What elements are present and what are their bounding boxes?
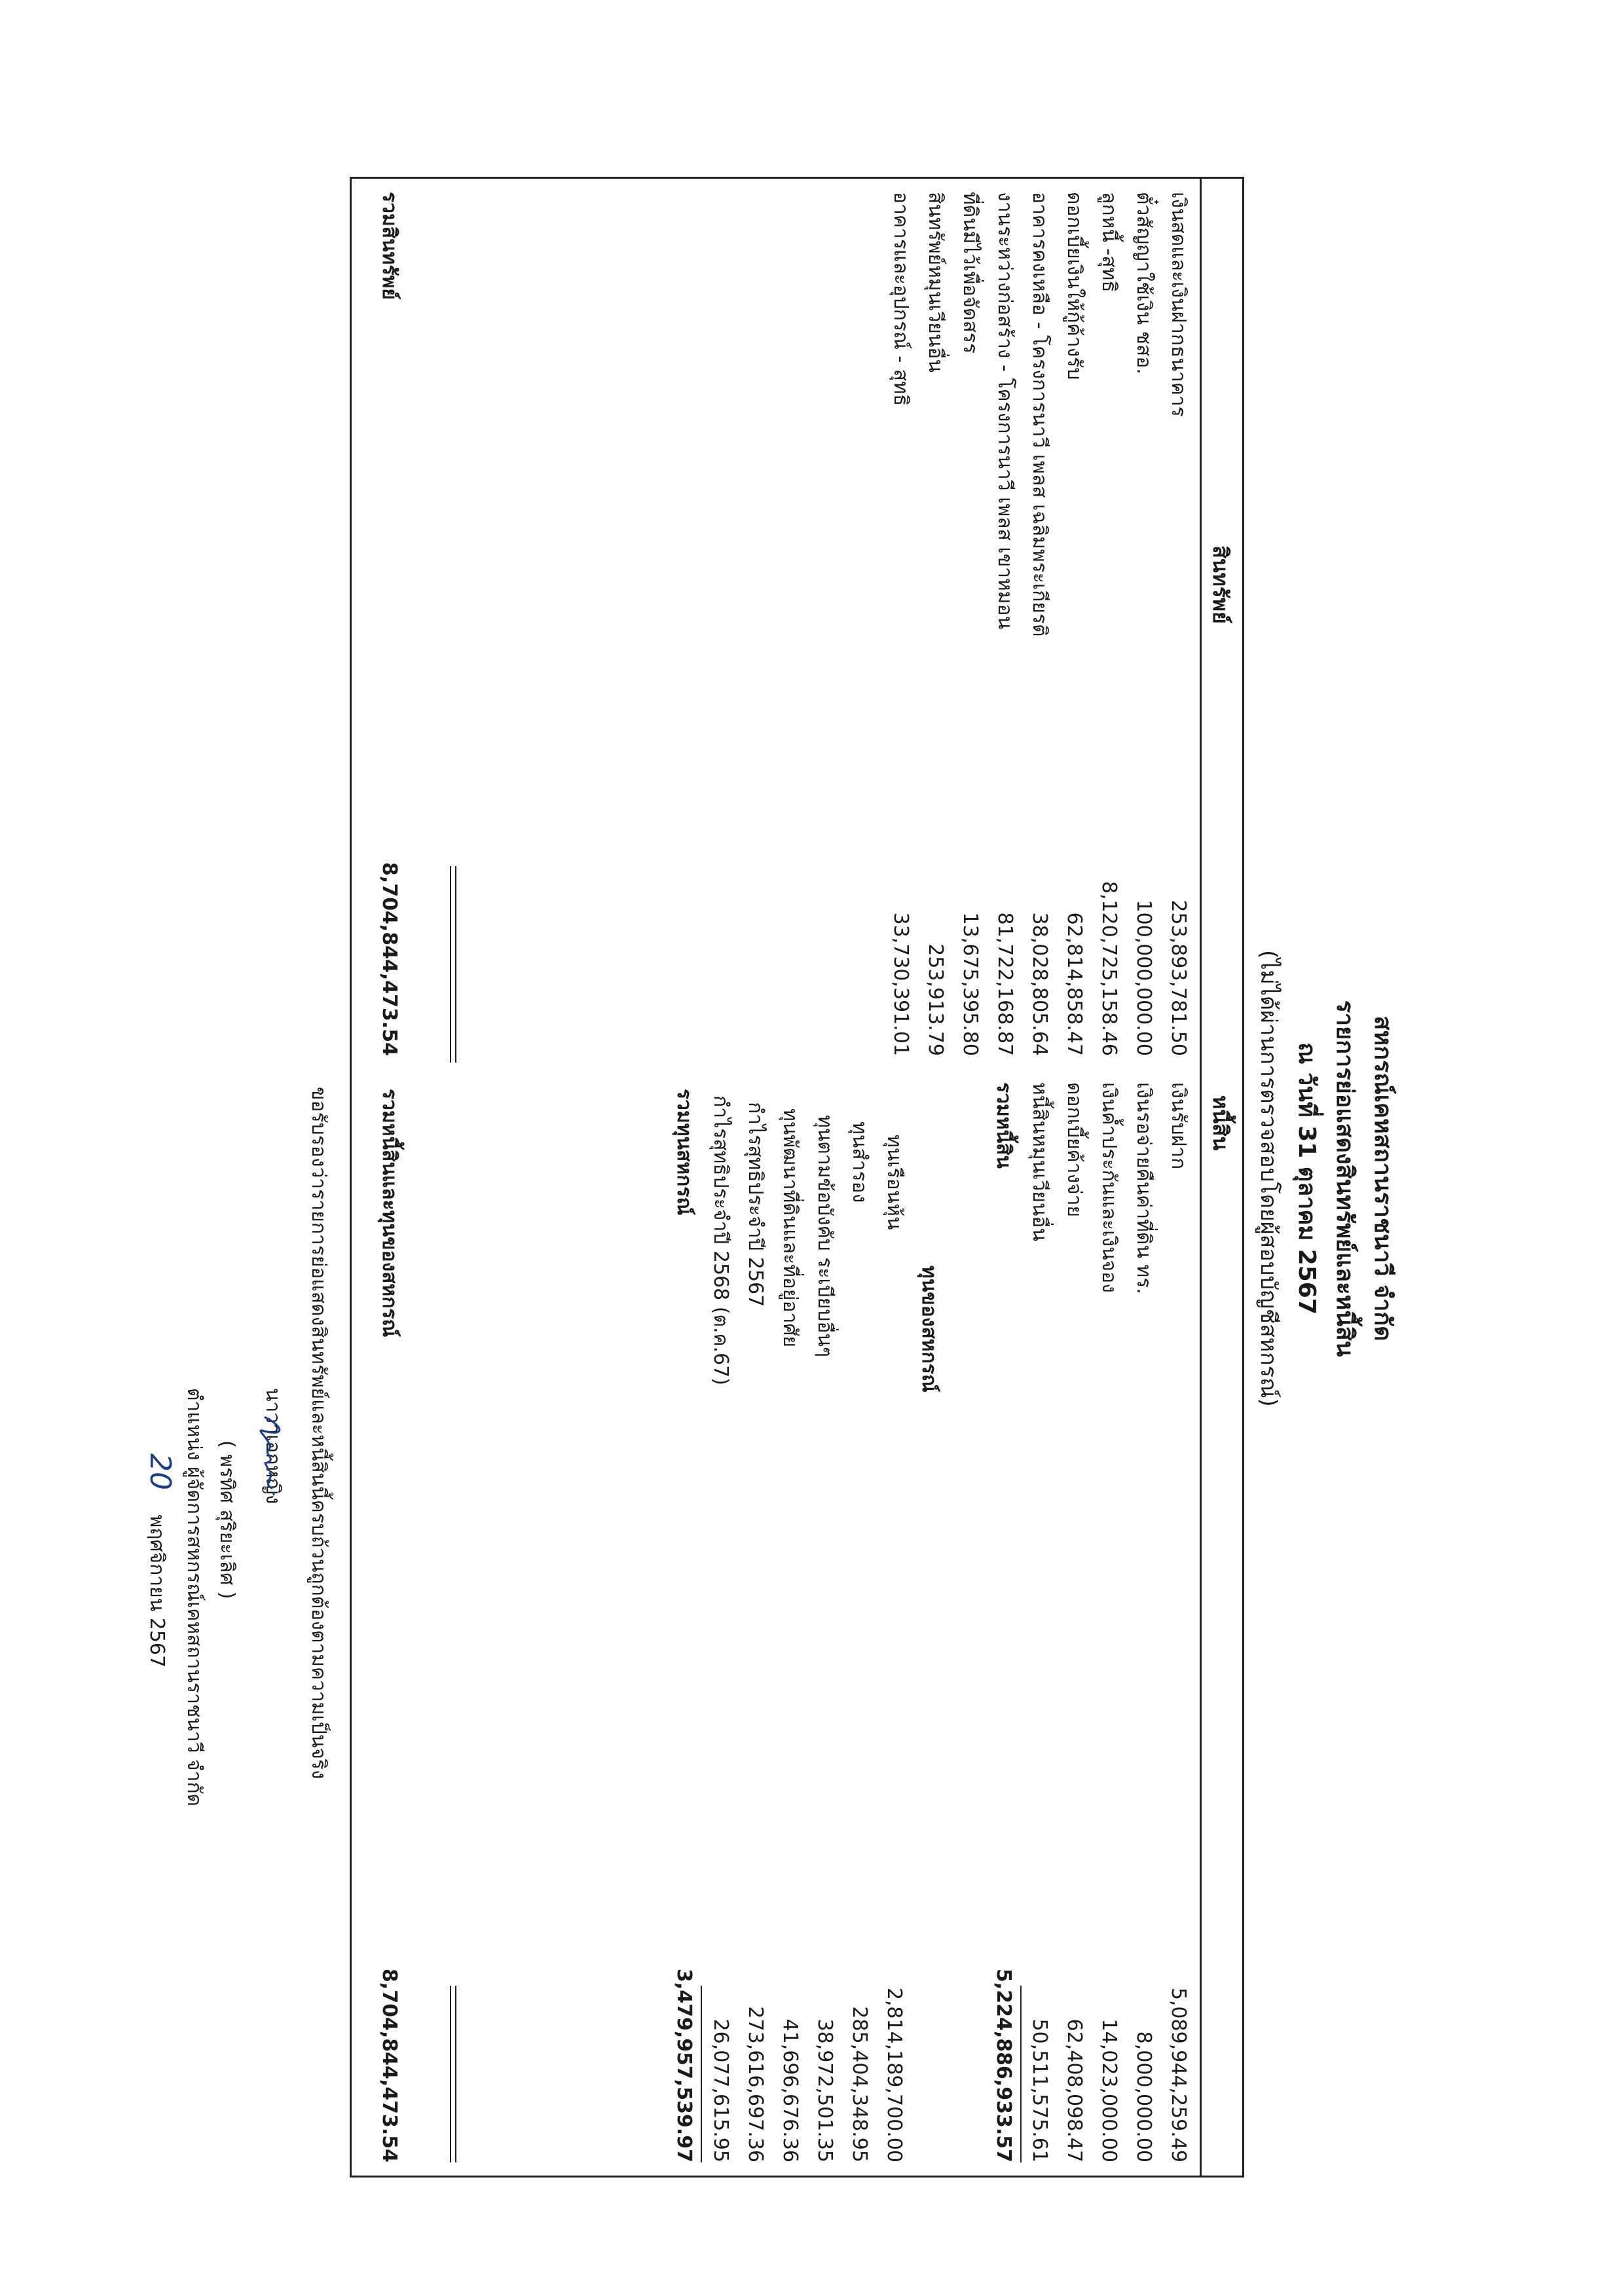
sign-date-month-year: พฤศจิกายน 2567 (145, 1514, 168, 1668)
report-date: ณ วันที่ 31 ตุลาคม 2567 (1293, 1042, 1320, 1315)
asset-row: ดอกเบี้ยเงินให้กู้ค้างรับ 62,814,858.47 (1063, 192, 1086, 1056)
liabilities-heading: หนี้สิน (1208, 1095, 1233, 1151)
signer-position: ตำแหน่ง ผู้จัดการสหกรณ์เคหสถานราชนาวี จำกัด (183, 1388, 206, 1807)
org-name: สหกรณ์เคหสถานราชนาวี จำกัด (1369, 1015, 1396, 1341)
header-divider (1200, 179, 1202, 2176)
equity-row: กำไรสุทธิประจำปี 2567 273,616,697.36 (744, 1102, 767, 2162)
equity-total-row: รวมทุนสหกรณ์ 3,479,957,539.97 (673, 1089, 695, 2162)
asset-row: ตั๋วสัญญาใช้เงิน ชสอ. 100,000,000.00 (1132, 192, 1155, 1056)
liabilities-underline (1020, 1986, 1022, 2162)
liability-row: หนี้สินหมุนเวียนอื่น 50,511,575.61 (1028, 1082, 1051, 2162)
liability-row: เงินรอจ่ายคืนค่าที่ดิน ทร. 8,000,000.00 (1132, 1082, 1155, 2162)
liabilities-total-row: รวมหนี้สิน 5,224,886,933.57 (992, 1082, 1015, 2162)
report-header (1249, 105, 1401, 2252)
equity-row: ทุนสำรอง 285,404,348.95 (848, 1121, 871, 2162)
report-title: รายการย่อแสดงสินทรัพย์และหนี้สิน (1331, 1000, 1358, 1357)
sign-date-day: 20 (143, 1453, 177, 1490)
asset-row: อาคารคงเหลือ - โครงการนาวี เพลส เฉลิมพระเกียรติ 38,028,805.64 (1028, 192, 1051, 1056)
sign-date (141, 1453, 177, 1667)
signature-image (246, 1411, 288, 1503)
equity-heading: ทุนของสหกรณ์ (917, 1266, 940, 1393)
asset-row: เงินสดและเงินฝากธนาคาร 253,893,781.50 (1167, 192, 1190, 1056)
assets-heading: สินทรัพย์ (1208, 545, 1233, 624)
equity-row: ทุนพัฒนาที่ดินและที่อยู่อาศัย 41,696,676.36 (779, 1108, 802, 2162)
equity-row: ทุนเรือนหุ้น 2,814,189,700.00 (883, 1135, 906, 2162)
grand-total-row: รวมหนี้สินและทุนของสหกรณ์ 8,704,844,473.54 (378, 1089, 401, 2162)
equity-row: กำไรสุทธิประจำปี 2568 (ต.ค.67) 26,077,615.95 (709, 1095, 732, 2162)
liability-row: ดอกเบี้ยค้างจ่าย 62,408,098.47 (1063, 1082, 1086, 2162)
signer-rank: นาวาเอกหญิง (261, 1388, 284, 1504)
equity-row: ทุนตามข้อบังคับ ระเบียบอื่นๆ 38,972,501.35 (813, 1115, 836, 2162)
document-sheet (143, 105, 1401, 2252)
assets-total-double-underline (450, 866, 456, 1063)
grand-total-double-underline (450, 1986, 456, 2162)
certification-text: ขอรับรองว่ารายการย่อแสดงสินทรัพย์และหนี้สินนี้ครบถ้วนถูกต้องตามความเป็นจริง (307, 1087, 330, 1779)
asset-row: ที่ดินมีไว้เพื่อจัดสรร 13,675,395.80 (959, 192, 982, 1056)
signer-fullname: ( พรทิศ สุริยะเลิศ ) (215, 1440, 238, 1599)
asset-row: งานระหว่างก่อสร้าง - โครงการนาวี เพลส เขาหมอน 81,722,168.87 (993, 192, 1016, 1056)
balance-sheet-table (350, 177, 1244, 2178)
audit-note: (ไม่ได้ผ่านการตรวจสอบโดยผู้สอบบัญชีสหกรณ์) (1255, 950, 1282, 1407)
asset-row: สินทรัพย์หมุนเวียนอื่น 253,913.79 (924, 192, 947, 1056)
asset-row: อาคารและอุปกรณ์ - สุทธิ 33,730,391.01 (889, 192, 912, 1056)
liability-row: เงินรับฝาก 5,089,944,259.49 (1167, 1082, 1190, 2162)
equity-underline (701, 1986, 702, 2162)
liability-row: เงินค้ำประกันและเงินจอง 14,023,000.00 (1098, 1082, 1120, 2162)
asset-row: ลูกหนี้ -สุทธิ 8,120,725,158.46 (1098, 192, 1120, 1056)
assets-total-row: รวมสินทรัพย์ 8,704,844,473.54 (378, 192, 401, 1056)
